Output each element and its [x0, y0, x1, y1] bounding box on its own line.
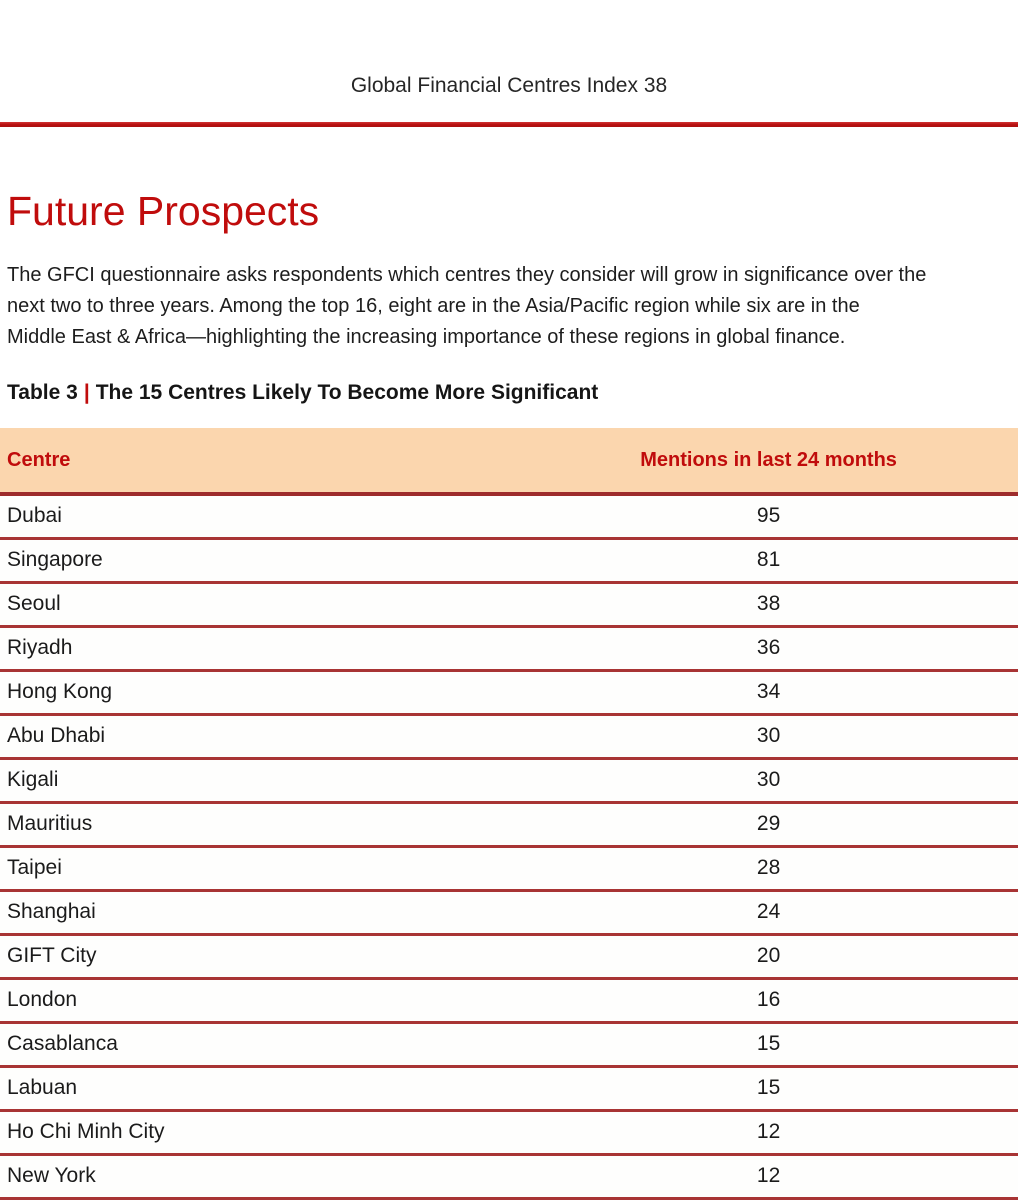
table-body	[0, 494, 1018, 1198]
mentions-cell: 15	[519, 1066, 1018, 1110]
mentions-cell: 30	[519, 758, 1018, 802]
table-row	[0, 1066, 1018, 1110]
paragraph-line: next two to three years. Among the top 16, eight are in the Asia/Pacific region while six are in the	[7, 295, 860, 317]
mentions-cell: 15	[519, 1022, 1018, 1066]
table-row	[0, 670, 1018, 714]
significant-centres-table	[0, 428, 1018, 1200]
paragraph-line: Middle East & Africa—highlighting the increasing importance of these regions in global finance.	[7, 326, 846, 348]
table-row	[0, 1110, 1018, 1154]
mentions-cell: 20	[519, 934, 1018, 978]
table-row	[0, 714, 1018, 758]
centre-cell: Mauritius	[0, 802, 519, 846]
mentions-cell: 12	[519, 1110, 1018, 1154]
centre-cell: London	[0, 978, 519, 1022]
centre-cell: Dubai	[0, 494, 519, 538]
centre-cell: Singapore	[0, 538, 519, 582]
table-row	[0, 934, 1018, 978]
centre-cell: Labuan	[0, 1066, 519, 1110]
mentions-cell: 95	[519, 494, 1018, 538]
table-row	[0, 802, 1018, 846]
table-row	[0, 538, 1018, 582]
table-row	[0, 494, 1018, 538]
mentions-cell: 16	[519, 978, 1018, 1022]
centre-cell: Taipei	[0, 846, 519, 890]
table-caption-separator: |	[83, 381, 90, 404]
mentions-cell: 30	[519, 714, 1018, 758]
mentions-cell: 29	[519, 802, 1018, 846]
table-caption	[7, 380, 1018, 405]
centre-cell: GIFT City	[0, 934, 519, 978]
mentions-cell: 12	[519, 1154, 1018, 1198]
header-rule	[0, 122, 1018, 127]
table-row	[0, 890, 1018, 934]
table-row	[0, 1022, 1018, 1066]
table-row	[0, 626, 1018, 670]
section-title: Future Prospects	[7, 188, 320, 234]
running-header-title: Global Financial Centres Index 38	[350, 74, 668, 97]
centre-cell: Seoul	[0, 582, 519, 626]
centre-cell: Riyadh	[0, 626, 519, 670]
mentions-cell: 38	[519, 582, 1018, 626]
mentions-cell: 28	[519, 846, 1018, 890]
centre-cell: Abu Dhabi	[0, 714, 519, 758]
mentions-cell: 81	[519, 538, 1018, 582]
centre-cell: Hong Kong	[0, 670, 519, 714]
table-header-row	[0, 428, 1018, 494]
table-row	[0, 846, 1018, 890]
intro-paragraph	[7, 260, 1018, 353]
table-caption-title: The 15 Centres Likely To Become More Significant	[95, 381, 599, 404]
centre-cell: New York	[0, 1154, 519, 1198]
table-row	[0, 758, 1018, 802]
table-row	[0, 978, 1018, 1022]
table-caption-label: Table 3	[7, 381, 78, 404]
centre-cell: Casablanca	[0, 1022, 519, 1066]
centre-cell: Shanghai	[0, 890, 519, 934]
paragraph-line: The GFCI questionnaire asks respondents which centres they consider will grow in significance over the	[7, 264, 927, 286]
mentions-cell: 34	[519, 670, 1018, 714]
table-row	[0, 582, 1018, 626]
column-header-mentions: Mentions in last 24 months	[519, 428, 1018, 494]
mentions-cell: 24	[519, 890, 1018, 934]
centre-cell: Ho Chi Minh City	[0, 1110, 519, 1154]
column-header-centre: Centre	[0, 428, 519, 494]
centre-cell: Kigali	[0, 758, 519, 802]
table-row	[0, 1154, 1018, 1198]
mentions-cell: 36	[519, 626, 1018, 670]
